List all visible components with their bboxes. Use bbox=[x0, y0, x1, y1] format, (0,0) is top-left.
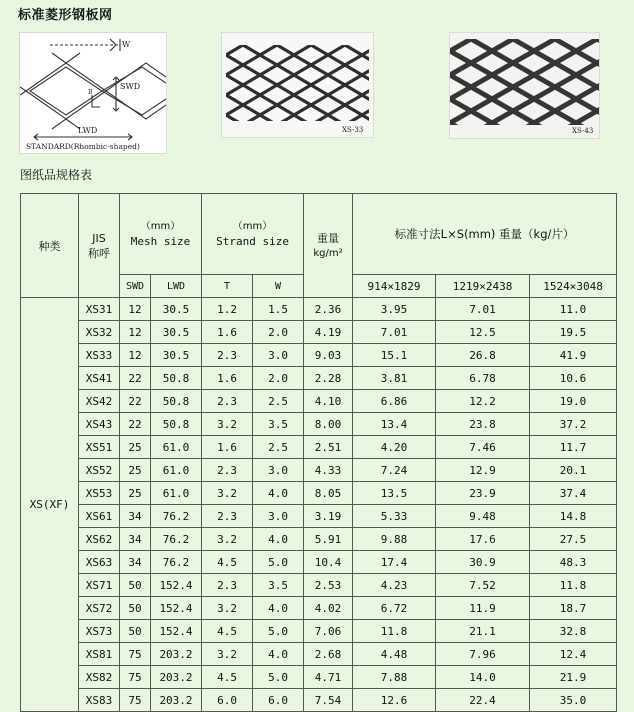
diagram-caption: STANDARD(Rhombic-shaped) bbox=[26, 142, 140, 151]
cell-w: 3.0 bbox=[253, 505, 304, 528]
cell-s2: 9.48 bbox=[436, 505, 530, 528]
cell-weight: 8.05 bbox=[304, 482, 353, 505]
cell-s3: 12.4 bbox=[530, 643, 617, 666]
header-size-1524x3048: 1524×3048 bbox=[530, 275, 617, 298]
cell-swd: 12 bbox=[120, 321, 151, 344]
cell-s1: 3.81 bbox=[353, 367, 436, 390]
cell-lwd: 203.2 bbox=[151, 643, 202, 666]
cell-weight: 2.28 bbox=[304, 367, 353, 390]
cell-w: 2.5 bbox=[253, 390, 304, 413]
cell-weight: 7.06 bbox=[304, 620, 353, 643]
header-jis-line2: 称呼 bbox=[88, 246, 110, 260]
cell-s3: 37.2 bbox=[530, 413, 617, 436]
cell-s1: 5.33 bbox=[353, 505, 436, 528]
header-lwd: LWD bbox=[151, 275, 202, 298]
cell-s1: 17.4 bbox=[353, 551, 436, 574]
cell-s1: 7.88 bbox=[353, 666, 436, 689]
cell-weight: 4.33 bbox=[304, 459, 353, 482]
diagram-label-w: W bbox=[122, 40, 131, 49]
cell-s1: 4.20 bbox=[353, 436, 436, 459]
cell-s3: 21.9 bbox=[530, 666, 617, 689]
cell-weight: 2.51 bbox=[304, 436, 353, 459]
cell-swd: 12 bbox=[120, 298, 151, 321]
cell-w: 3.0 bbox=[253, 344, 304, 367]
cell-lwd: 30.5 bbox=[151, 298, 202, 321]
cell-s2: 7.52 bbox=[436, 574, 530, 597]
header-size-914x1829: 914×1829 bbox=[353, 275, 436, 298]
cell-s2: 23.8 bbox=[436, 413, 530, 436]
header-swd: SWD bbox=[120, 275, 151, 298]
cell-weight: 2.68 bbox=[304, 643, 353, 666]
cell-swd: 50 bbox=[120, 574, 151, 597]
table-row bbox=[21, 620, 617, 643]
cell-jis: XS81 bbox=[79, 643, 120, 666]
cell-s3: 18.7 bbox=[530, 597, 617, 620]
cell-s1: 6.72 bbox=[353, 597, 436, 620]
cell-lwd: 76.2 bbox=[151, 551, 202, 574]
cell-t: 2.3 bbox=[202, 505, 253, 528]
mesh-photo-xs33-code: XS-33 bbox=[342, 126, 364, 134]
header-w: W bbox=[253, 275, 304, 298]
cell-lwd: 30.5 bbox=[151, 321, 202, 344]
cell-s3: 11.0 bbox=[530, 298, 617, 321]
diagram-label-lwd: LWD bbox=[78, 126, 98, 135]
cell-s3: 14.8 bbox=[530, 505, 617, 528]
cell-t: 3.2 bbox=[202, 482, 253, 505]
diagram-label-swd: SWD bbox=[120, 82, 141, 91]
cell-lwd: 61.0 bbox=[151, 459, 202, 482]
cell-s3: 10.6 bbox=[530, 367, 617, 390]
cell-s1: 6.86 bbox=[353, 390, 436, 413]
cell-weight: 2.36 bbox=[304, 298, 353, 321]
mesh-photo-xs43 bbox=[450, 33, 599, 138]
cell-jis: XS33 bbox=[79, 344, 120, 367]
table-row bbox=[21, 413, 617, 436]
table-row bbox=[21, 367, 617, 390]
cell-weight: 7.54 bbox=[304, 689, 353, 712]
cell-s2: 7.46 bbox=[436, 436, 530, 459]
type-group-label: XS(XF) bbox=[21, 298, 79, 712]
cell-s1: 3.95 bbox=[353, 298, 436, 321]
cell-swd: 25 bbox=[120, 436, 151, 459]
cell-s3: 41.9 bbox=[530, 344, 617, 367]
header-weight-unit: kg/m² bbox=[313, 247, 343, 259]
cell-lwd: 152.4 bbox=[151, 620, 202, 643]
cell-t: 3.2 bbox=[202, 528, 253, 551]
cell-lwd: 50.8 bbox=[151, 413, 202, 436]
cell-s1: 4.48 bbox=[353, 643, 436, 666]
cell-t: 2.3 bbox=[202, 344, 253, 367]
cell-t: 6.0 bbox=[202, 689, 253, 712]
cell-s3: 11.8 bbox=[530, 574, 617, 597]
cell-w: 4.0 bbox=[253, 643, 304, 666]
cell-s1: 12.6 bbox=[353, 689, 436, 712]
cell-s1: 4.23 bbox=[353, 574, 436, 597]
cell-weight: 10.4 bbox=[304, 551, 353, 574]
cell-lwd: 50.8 bbox=[151, 390, 202, 413]
cell-weight: 3.19 bbox=[304, 505, 353, 528]
cell-t: 3.2 bbox=[202, 413, 253, 436]
cell-w: 5.0 bbox=[253, 620, 304, 643]
table-row bbox=[21, 643, 617, 666]
header-standard-size: 标准寸法L×S(mm) 重量（kg/片） bbox=[353, 194, 617, 275]
cell-swd: 75 bbox=[120, 689, 151, 712]
cell-swd: 75 bbox=[120, 643, 151, 666]
diagram-label-b: B bbox=[88, 89, 93, 96]
header-mesh-size bbox=[120, 194, 202, 275]
cell-t: 4.5 bbox=[202, 666, 253, 689]
cell-s3: 11.7 bbox=[530, 436, 617, 459]
cell-swd: 25 bbox=[120, 482, 151, 505]
cell-t: 1.6 bbox=[202, 321, 253, 344]
header-jis-line1: JIS bbox=[92, 231, 106, 245]
cell-weight: 8.00 bbox=[304, 413, 353, 436]
cell-lwd: 76.2 bbox=[151, 505, 202, 528]
cell-w: 2.0 bbox=[253, 321, 304, 344]
cell-weight: 4.71 bbox=[304, 666, 353, 689]
header-weight-label: 重量 bbox=[317, 231, 340, 245]
cell-s2: 30.9 bbox=[436, 551, 530, 574]
cell-w: 5.0 bbox=[253, 551, 304, 574]
cell-t: 1.6 bbox=[202, 367, 253, 390]
cell-t: 2.3 bbox=[202, 574, 253, 597]
cell-swd: 50 bbox=[120, 597, 151, 620]
cell-t: 1.6 bbox=[202, 436, 253, 459]
cell-jis: XS63 bbox=[79, 551, 120, 574]
cell-t: 4.5 bbox=[202, 551, 253, 574]
cell-jis: XS52 bbox=[79, 459, 120, 482]
cell-w: 4.0 bbox=[253, 482, 304, 505]
cell-jis: XS53 bbox=[79, 482, 120, 505]
cell-s3: 32.8 bbox=[530, 620, 617, 643]
cell-w: 1.5 bbox=[253, 298, 304, 321]
cell-s2: 12.9 bbox=[436, 459, 530, 482]
cell-jis: XS43 bbox=[79, 413, 120, 436]
cell-w: 4.0 bbox=[253, 528, 304, 551]
cell-jis: XS83 bbox=[79, 689, 120, 712]
cell-s2: 11.9 bbox=[436, 597, 530, 620]
cell-t: 3.2 bbox=[202, 643, 253, 666]
cell-s2: 12.2 bbox=[436, 390, 530, 413]
mesh-photo-xs33 bbox=[222, 33, 373, 137]
cell-s3: 19.0 bbox=[530, 390, 617, 413]
table-row bbox=[21, 459, 617, 482]
cell-s1: 11.8 bbox=[353, 620, 436, 643]
cell-jis: XS71 bbox=[79, 574, 120, 597]
page-title: 标准菱形钢板网 bbox=[18, 8, 113, 23]
cell-lwd: 61.0 bbox=[151, 436, 202, 459]
cell-s3: 27.5 bbox=[530, 528, 617, 551]
cell-w: 2.5 bbox=[253, 436, 304, 459]
table-row bbox=[21, 505, 617, 528]
cell-s3: 19.5 bbox=[530, 321, 617, 344]
cell-weight: 4.02 bbox=[304, 597, 353, 620]
cell-weight: 5.91 bbox=[304, 528, 353, 551]
cell-swd: 75 bbox=[120, 666, 151, 689]
header-weight bbox=[304, 194, 353, 298]
cell-swd: 22 bbox=[120, 413, 151, 436]
table-row bbox=[21, 528, 617, 551]
cell-w: 3.5 bbox=[253, 413, 304, 436]
header-type: 种类 bbox=[21, 194, 79, 298]
cell-lwd: 61.0 bbox=[151, 482, 202, 505]
table-row bbox=[21, 298, 617, 321]
cell-swd: 34 bbox=[120, 505, 151, 528]
cell-t: 4.5 bbox=[202, 620, 253, 643]
cell-jis: XS61 bbox=[79, 505, 120, 528]
cell-weight: 9.03 bbox=[304, 344, 353, 367]
header-t: T bbox=[202, 275, 253, 298]
cell-w: 2.0 bbox=[253, 367, 304, 390]
cell-lwd: 30.5 bbox=[151, 344, 202, 367]
cell-s3: 48.3 bbox=[530, 551, 617, 574]
cell-s2: 14.0 bbox=[436, 666, 530, 689]
cell-jis: XS41 bbox=[79, 367, 120, 390]
cell-lwd: 152.4 bbox=[151, 597, 202, 620]
cell-jis: XS62 bbox=[79, 528, 120, 551]
cell-s3: 37.4 bbox=[530, 482, 617, 505]
cell-jis: XS32 bbox=[79, 321, 120, 344]
cell-s3: 35.0 bbox=[530, 689, 617, 712]
cell-s2: 7.01 bbox=[436, 298, 530, 321]
mesh-photo-xs43-code: XS-43 bbox=[572, 127, 594, 135]
cell-s2: 26.8 bbox=[436, 344, 530, 367]
cell-s2: 22.4 bbox=[436, 689, 530, 712]
header-mesh-unit: （mm） bbox=[140, 221, 181, 232]
cell-s2: 17.6 bbox=[436, 528, 530, 551]
cell-s2: 12.5 bbox=[436, 321, 530, 344]
cell-s2: 23.9 bbox=[436, 482, 530, 505]
cell-swd: 34 bbox=[120, 551, 151, 574]
cell-jis: XS31 bbox=[79, 298, 120, 321]
cell-w: 5.0 bbox=[253, 666, 304, 689]
cell-jis: XS72 bbox=[79, 597, 120, 620]
cell-lwd: 203.2 bbox=[151, 666, 202, 689]
cell-jis: XS42 bbox=[79, 390, 120, 413]
cell-weight: 4.10 bbox=[304, 390, 353, 413]
cell-s1: 7.01 bbox=[353, 321, 436, 344]
cell-s2: 21.1 bbox=[436, 620, 530, 643]
header-strand-size bbox=[202, 194, 304, 275]
header-jis bbox=[79, 194, 120, 298]
cell-swd: 22 bbox=[120, 367, 151, 390]
cell-lwd: 76.2 bbox=[151, 528, 202, 551]
cell-lwd: 152.4 bbox=[151, 574, 202, 597]
table-row bbox=[21, 666, 617, 689]
table-row bbox=[21, 390, 617, 413]
cell-s2: 7.96 bbox=[436, 643, 530, 666]
table-row bbox=[21, 436, 617, 459]
cell-s1: 9.88 bbox=[353, 528, 436, 551]
table-row bbox=[21, 689, 617, 712]
cell-jis: XS73 bbox=[79, 620, 120, 643]
cell-weight: 2.53 bbox=[304, 574, 353, 597]
cell-t: 2.3 bbox=[202, 459, 253, 482]
cell-swd: 22 bbox=[120, 390, 151, 413]
cell-s3: 20.1 bbox=[530, 459, 617, 482]
cell-swd: 25 bbox=[120, 459, 151, 482]
table-row bbox=[21, 344, 617, 367]
rhombic-diagram-image bbox=[20, 33, 166, 153]
header-size-1219x2438: 1219×2438 bbox=[436, 275, 530, 298]
table-row bbox=[21, 551, 617, 574]
cell-jis: XS82 bbox=[79, 666, 120, 689]
cell-w: 3.5 bbox=[253, 574, 304, 597]
cell-jis: XS51 bbox=[79, 436, 120, 459]
cell-s2: 6.78 bbox=[436, 367, 530, 390]
cell-swd: 34 bbox=[120, 528, 151, 551]
cell-swd: 12 bbox=[120, 344, 151, 367]
cell-swd: 50 bbox=[120, 620, 151, 643]
cell-w: 3.0 bbox=[253, 459, 304, 482]
table-row bbox=[21, 321, 617, 344]
cell-s1: 13.4 bbox=[353, 413, 436, 436]
header-strand-unit: （mm） bbox=[232, 221, 273, 232]
section-title: 图纸品规格表 bbox=[20, 168, 93, 182]
cell-t: 3.2 bbox=[202, 597, 253, 620]
table-row bbox=[21, 482, 617, 505]
cell-w: 6.0 bbox=[253, 689, 304, 712]
cell-s1: 15.1 bbox=[353, 344, 436, 367]
cell-t: 1.2 bbox=[202, 298, 253, 321]
header-strand-label: Strand size bbox=[216, 235, 289, 248]
cell-s1: 13.5 bbox=[353, 482, 436, 505]
cell-s1: 7.24 bbox=[353, 459, 436, 482]
header-mesh-label: Mesh size bbox=[130, 235, 191, 248]
spec-table bbox=[20, 193, 617, 712]
cell-t: 2.3 bbox=[202, 390, 253, 413]
cell-lwd: 203.2 bbox=[151, 689, 202, 712]
cell-w: 4.0 bbox=[253, 597, 304, 620]
cell-weight: 4.19 bbox=[304, 321, 353, 344]
table-row bbox=[21, 597, 617, 620]
table-row bbox=[21, 574, 617, 597]
cell-lwd: 50.8 bbox=[151, 367, 202, 390]
